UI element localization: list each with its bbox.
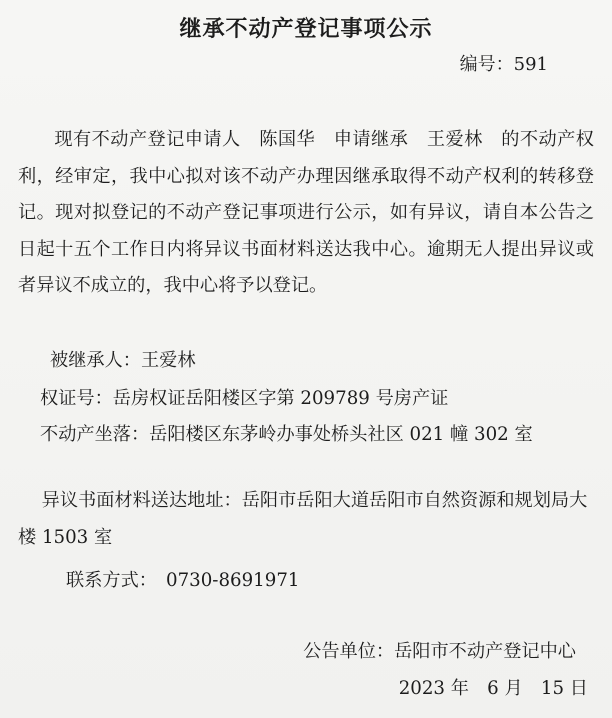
notice-body: 现有不动产登记申请人 陈国华 申请继承 王爱林 的不动产权利，经审定，我中心拟对该不动产办理因继承取得不动产权利的转移登记。现对拟登记的不动产登记事项进行公示，如有异议，请自本公告之日起十五个工作日内将异议书面材料送达我中心。逾期无人提出异议或者异议不成立的，我中心将予以登记。 xyxy=(18,129,594,296)
objection-address: 异议书面材料送达地址：岳阳市岳阳大道岳阳市自然资源和规划局大楼 1503 室 xyxy=(18,490,588,548)
certificate-line: 权证号：岳房权证岳阳楼区字第 209789 号房产证 xyxy=(40,388,449,409)
issuing-unit: 公告单位：岳阳市不动产登记中心 xyxy=(303,641,576,662)
decedent-line: 被继承人：王爱林 xyxy=(50,350,196,371)
document-number: 编号：591 xyxy=(459,54,548,75)
property-location-line: 不动产坐落：岳阳楼区东茅岭办事处桥头社区 021 幢 302 室 xyxy=(40,424,533,445)
contact-line: 联系方式： 0730-8691971 xyxy=(66,570,300,591)
notice-title: 继承不动产登记事项公示 xyxy=(179,17,433,42)
notice-date: 2023 年 6 月 15 日 xyxy=(398,678,588,699)
